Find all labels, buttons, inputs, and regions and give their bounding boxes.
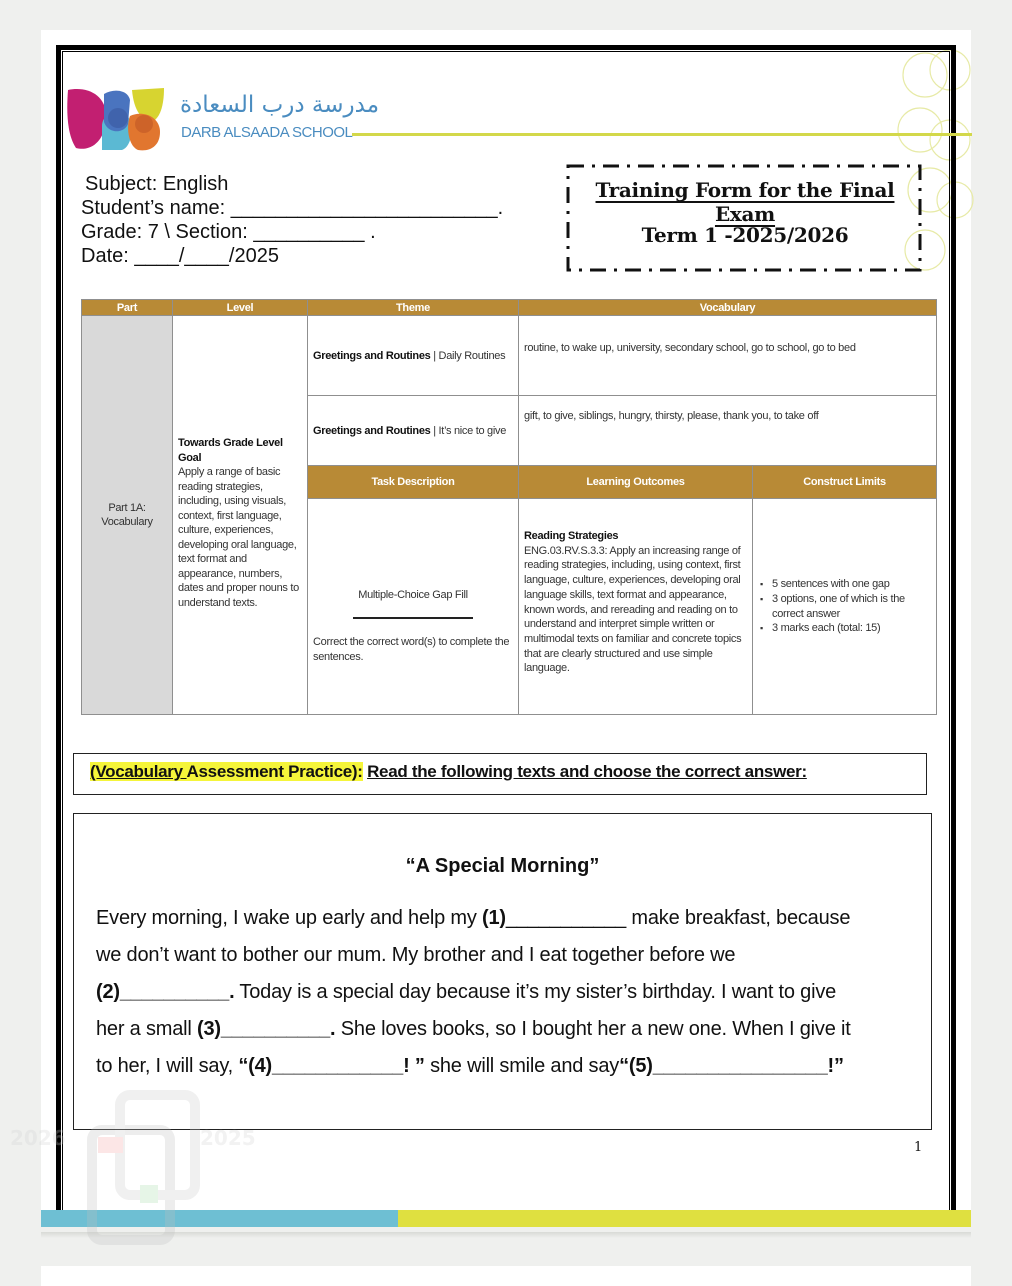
passage-line-3 xyxy=(96,974,928,1011)
theme-2-rest: | It’s nice to give xyxy=(430,424,507,437)
gap-blank-4[interactable]: “(4)____________ xyxy=(238,1055,404,1077)
page-number: 1 xyxy=(914,1140,923,1155)
theme-1-bold: Greetings and Routines xyxy=(313,349,431,362)
task-instructions: Correct the correct word(s) to complete the sentences. xyxy=(313,635,510,663)
construct-limit-item: ▪ 3 marks each (total: 15) xyxy=(767,621,931,636)
header-task-description: Task Description xyxy=(308,466,519,499)
grade-section-line: Grade: 7 \ Section: __________ . xyxy=(81,221,376,243)
theme-cell-2 xyxy=(308,396,519,466)
learning-outcomes-cell xyxy=(519,499,753,715)
student-name-line: Student’s name: ________________________. xyxy=(81,197,504,219)
header-level: Level xyxy=(173,300,308,316)
theme-2-bold: Greetings and Routines xyxy=(313,424,431,437)
theme-cell-1 xyxy=(308,316,519,396)
passage-line-2 xyxy=(96,937,928,974)
svg-text:2026: 2026 xyxy=(10,1126,66,1150)
footer-band-yellow xyxy=(398,1210,971,1227)
gap-blank-1[interactable]: ___________ xyxy=(505,907,627,929)
header-learning-outcomes: Learning Outcomes xyxy=(519,466,753,499)
student-info xyxy=(81,172,503,268)
subject-line: Subject: English xyxy=(85,173,229,195)
text-segment: !” xyxy=(827,1055,844,1077)
part-name: Vocabulary xyxy=(101,516,153,528)
date-line: Date: ____/____/2025 xyxy=(81,245,279,267)
construct-limits-cell xyxy=(753,499,937,715)
header-vocabulary: Vocabulary xyxy=(519,300,937,316)
task-type: Multiple-Choice Gap Fill xyxy=(358,588,468,601)
level-title: Towards Grade Level Goal xyxy=(178,437,283,464)
passage-line-4 xyxy=(96,1011,928,1048)
text-segment: we don’t want to bother our mum. My brother and I eat together before we xyxy=(96,944,736,966)
instruction-highlight-b: Assessment Practice): xyxy=(186,762,363,781)
lo-description: ENG.03.RV.S.3.3: Apply an increasing range of reading strategies, including, using context, first language, culture, experiences, developing oral language skills, text format and appearance, known words, and rereading and reading on to understand and interpret simple written or multimodal texts on familiar and concrete topics that are clearly structured and use simple language. xyxy=(524,544,742,675)
specification-table xyxy=(81,299,937,715)
passage-line-1 xyxy=(96,900,928,937)
construct-limit-item: ▪ 3 options, one of which is the correct answer xyxy=(767,592,931,621)
header-construct-limits: Construct Limits xyxy=(753,466,937,499)
term-label: Term 1 -2025/2026 xyxy=(641,223,849,247)
watermark-logo xyxy=(10,1075,270,1280)
school-name-english: DARB ALSAADA SCHOOL xyxy=(181,124,353,141)
school-name-arabic: مدرسة درب السعادة xyxy=(180,92,380,118)
level-description: Apply a range of basic reading strategies, including, using visuals, context, first language, culture, experiences, developing oral language, text format and appearance, numbers, dates and proper nouns to understand texts. xyxy=(178,466,299,609)
construct-limit-item: ▪ 5 sentences with one gap xyxy=(767,577,931,592)
level-cell xyxy=(173,316,308,715)
svg-text:2025: 2025 xyxy=(200,1126,256,1150)
header-part: Part xyxy=(82,300,173,316)
header-rule xyxy=(352,133,972,136)
lo-title: Reading Strategies xyxy=(524,530,619,542)
passage-text xyxy=(96,900,928,1085)
vocabulary-cell-2: gift, to give, siblings, hungry, thirsty, please, thank you, to take off xyxy=(519,396,937,466)
text-segment: She loves books, so I bought her a new one. When I give it xyxy=(335,1018,851,1040)
form-title: Training Form for the Final Exam xyxy=(595,178,895,226)
header-theme: Theme xyxy=(308,300,519,316)
text-segment: her a small xyxy=(96,1018,197,1040)
instruction-directive: Read the following texts and choose the correct answer: xyxy=(367,762,807,781)
passage-title: “A Special Morning” xyxy=(405,855,600,877)
gap-blank-5[interactable]: “(5)________________ xyxy=(619,1055,828,1077)
instruction-highlight-a: (Vocabulary xyxy=(90,762,187,781)
instruction-text xyxy=(90,762,807,782)
gap-blank-3[interactable]: (3)__________. xyxy=(196,1018,336,1040)
gap-number-1: (1) xyxy=(482,907,506,929)
school-logo xyxy=(66,86,166,152)
text-segment: make breakfast, because xyxy=(626,907,851,929)
task-description-cell xyxy=(308,499,519,715)
text-segment: to her, I will say, xyxy=(96,1055,239,1077)
text-segment: Every morning, I wake up early and help my xyxy=(96,907,483,929)
part-label: Part 1A: xyxy=(108,502,146,514)
text-segment: she will smile and say xyxy=(424,1055,620,1077)
text-segment: ! ” xyxy=(403,1055,425,1077)
vocabulary-cell-1: routine, to wake up, university, secondary school, go to school, go to bed xyxy=(519,316,937,396)
gap-blank-2[interactable]: (2)__________. xyxy=(96,981,235,1003)
theme-1-rest: | Daily Routines xyxy=(430,349,506,362)
text-segment: Today is a special day because it’s my sister’s birthday. I want to give xyxy=(234,981,837,1003)
part-cell xyxy=(82,316,173,715)
task-divider xyxy=(353,617,473,619)
